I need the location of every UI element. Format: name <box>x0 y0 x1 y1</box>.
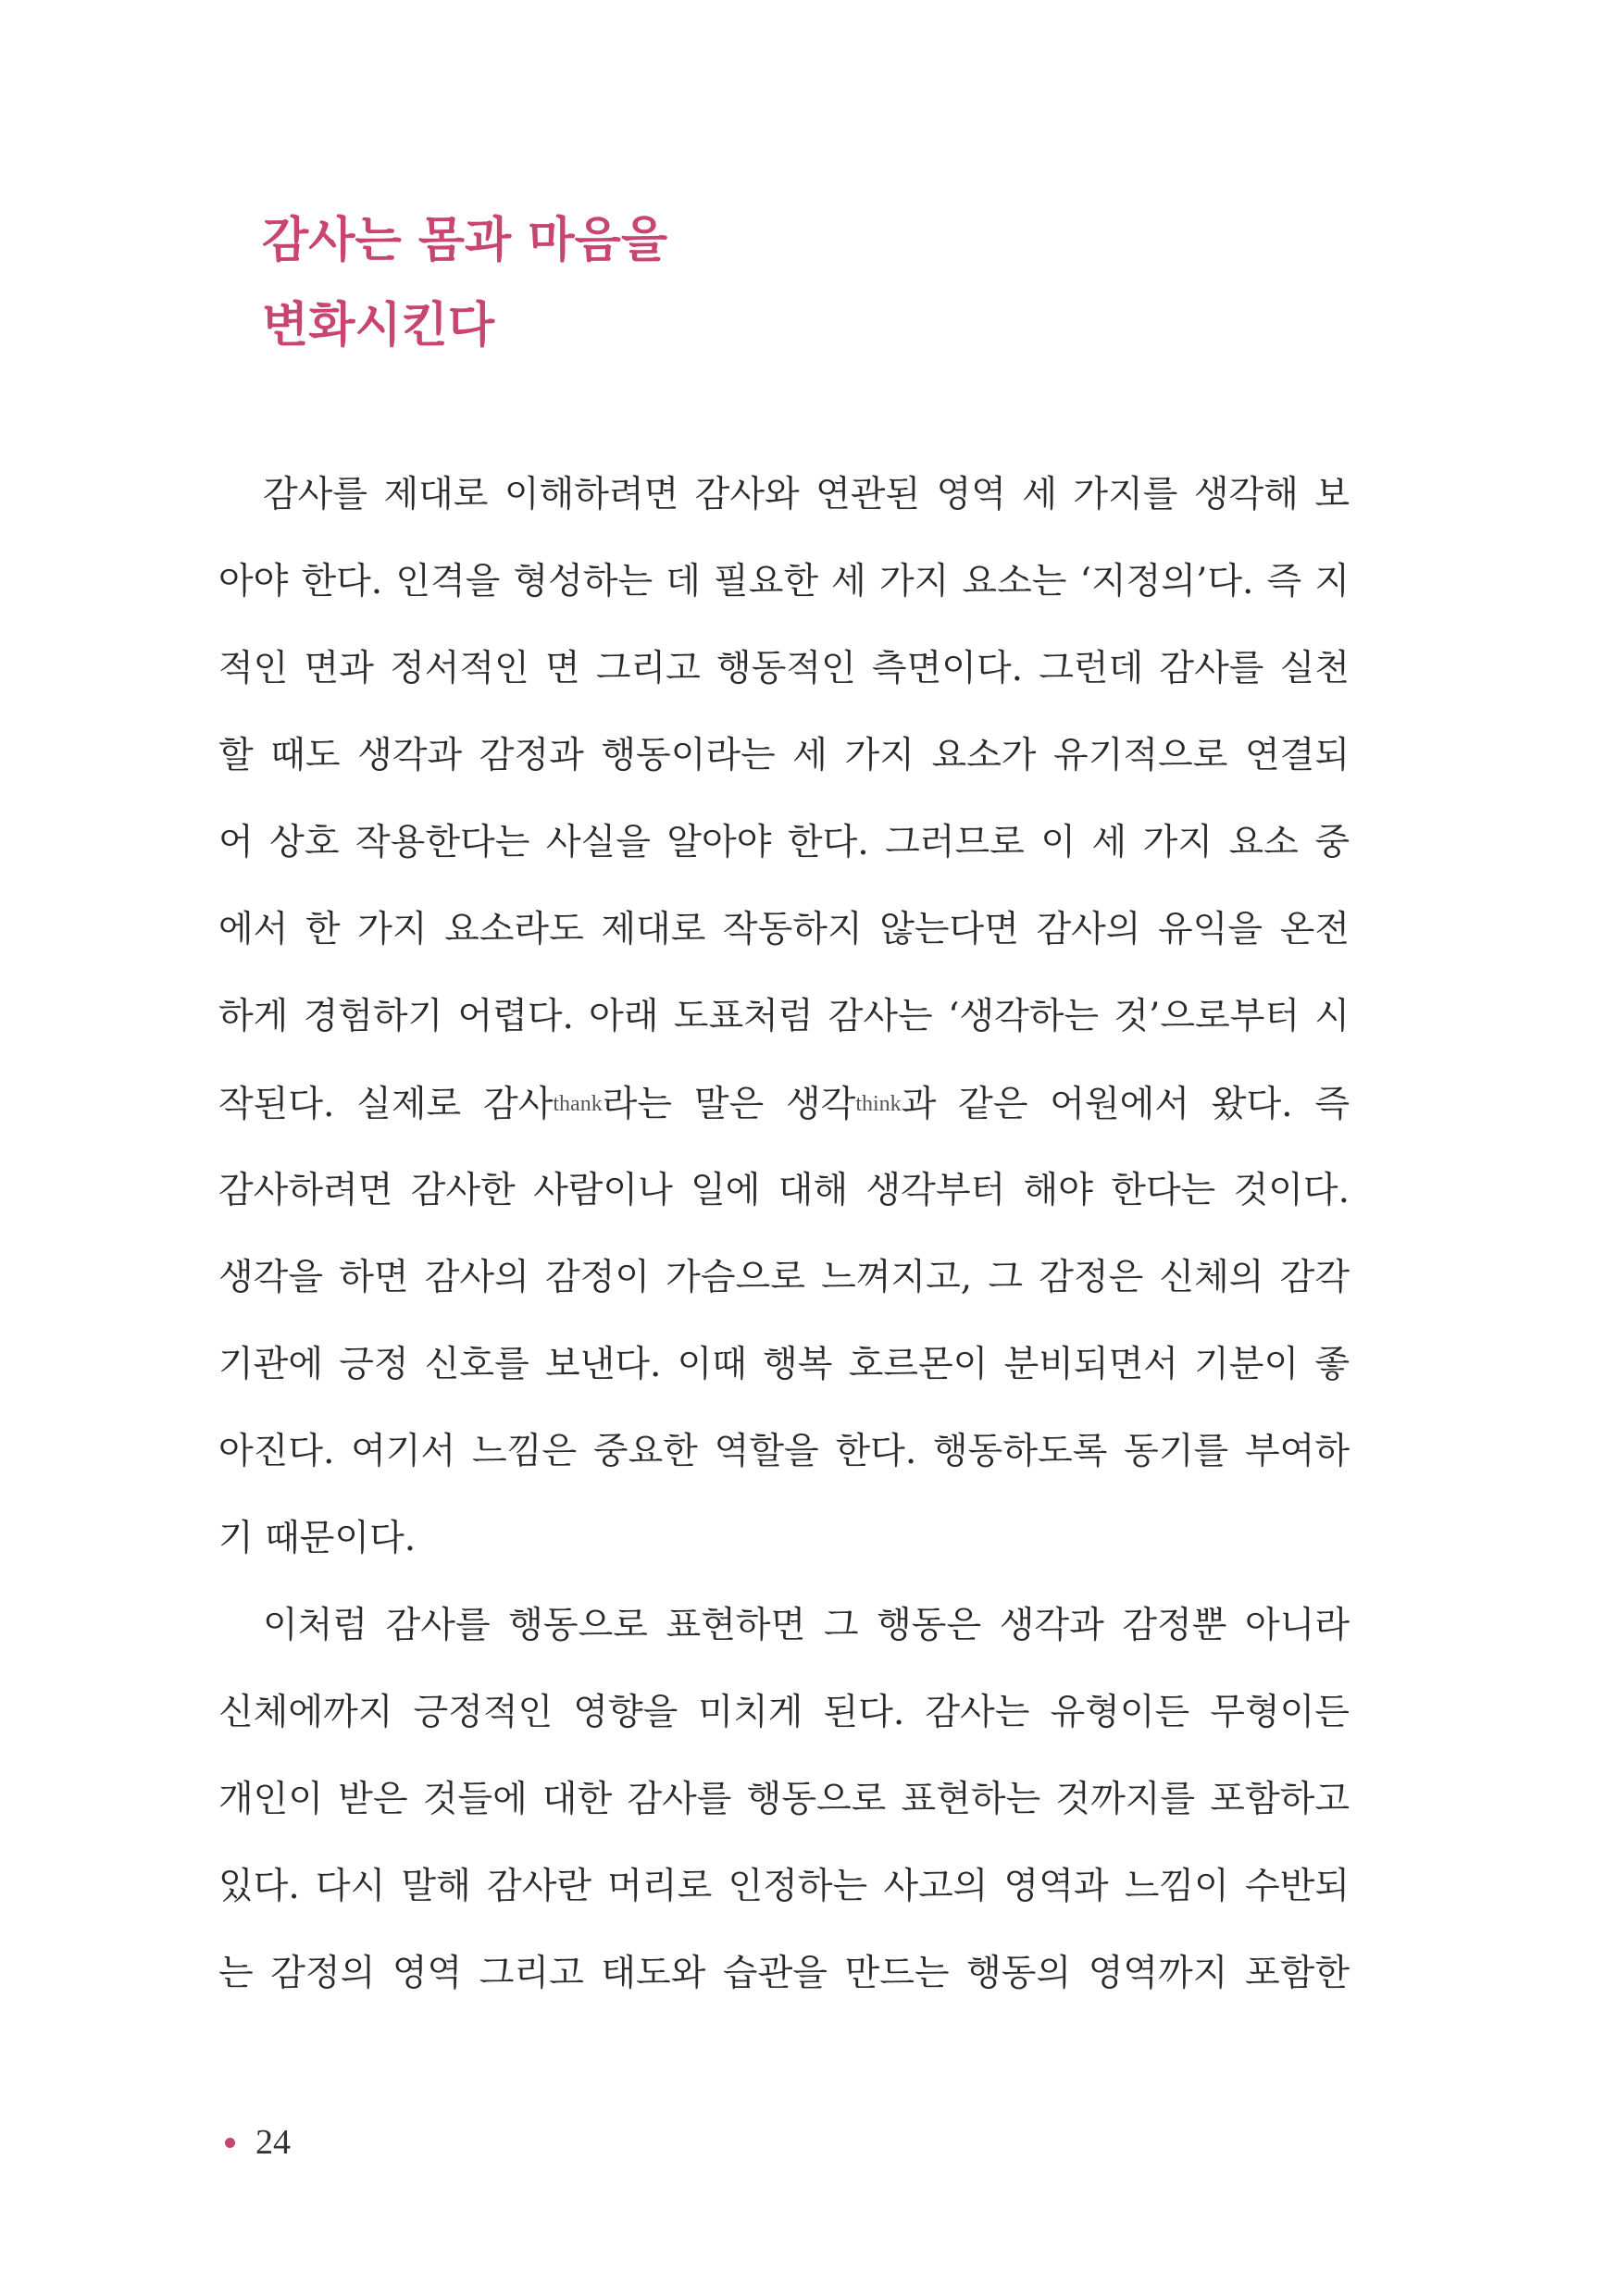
section-heading <box>262 198 1373 368</box>
heading-line-1: 감사는 몸과 마음을 <box>262 212 668 268</box>
text-line: 있다. 다시 말해 감사란 머리로 인정하는 사고의 영역과 느낌이 수반되 <box>218 1866 1350 1907</box>
text-line: 신체에까지 긍정적인 영향을 미치게 된다. 감사는 유형이든 무형이든 <box>218 1692 1350 1733</box>
text-line: 기 때문이다. <box>218 1518 417 1559</box>
text-segment: 라는 말은 생각 <box>602 1084 856 1125</box>
text-line: 감사를 제대로 이해하려면 감사와 연관된 영역 세 가지를 생각해 보 <box>263 474 1350 515</box>
text-line: 감사하려면 감사한 사람이나 일에 대해 생각부터 해야 한다는 것이다. <box>218 1170 1350 1211</box>
english-gloss-think: think <box>855 1092 902 1116</box>
page-number: 24 <box>255 2123 291 2162</box>
bullet-dot-icon <box>225 2138 235 2148</box>
text-line: 는 감정의 영역 그리고 태도와 습관을 만드는 행동의 영역까지 포함한 <box>218 1953 1350 1994</box>
text-line: 할 때도 생각과 감정과 행동이라는 세 가지 요소가 유기적으로 연결되 <box>218 735 1350 776</box>
text-line-with-glosses <box>218 1061 1350 1148</box>
text-line: 에서 한 가지 요소라도 제대로 작동하지 않는다면 감사의 유익을 온전 <box>218 909 1350 950</box>
paragraph-1 <box>218 452 1350 1582</box>
page-footer <box>225 2119 291 2166</box>
text-line: 이처럼 감사를 행동으로 표현하면 그 행동은 생각과 감정뿐 아니라 <box>263 1605 1350 1646</box>
text-line: 하게 경험하기 어렵다. 아래 도표처럼 감사는 ‘생각하는 것’으로부터 시 <box>218 996 1350 1037</box>
english-gloss-thank: thank <box>553 1092 603 1116</box>
text-segment: 과 같은 어원에서 왔다. 즉 <box>901 1084 1350 1125</box>
paragraph-2 <box>218 1582 1350 2017</box>
text-line: 적인 면과 정서적인 면 그리고 행동적인 측면이다. 그런데 감사를 실천 <box>218 648 1350 689</box>
text-line: 생각을 하면 감사의 감정이 가슴으로 느껴지고, 그 감정은 신체의 감각 <box>218 1257 1350 1298</box>
body-text <box>218 452 1350 2017</box>
text-segment: 작된다. 실제로 감사 <box>218 1084 554 1125</box>
text-line: 아진다. 여기서 느낌은 중요한 역할을 한다. 행동하도록 동기를 부여하 <box>218 1431 1350 1472</box>
text-line: 어 상호 작용한다는 사실을 알아야 한다. 그러므로 이 세 가지 요소 중 <box>218 822 1350 863</box>
text-line: 기관에 긍정 신호를 보낸다. 이때 행복 호르몬이 분비되면서 기분이 좋 <box>218 1344 1350 1385</box>
text-line: 아야 한다. 인격을 형성하는 데 필요한 세 가지 요소는 ‘지정의’다. 즉 지 <box>218 561 1350 602</box>
heading-line-2: 변화시킨다 <box>262 297 495 354</box>
text-line: 개인이 받은 것들에 대한 감사를 행동으로 표현하는 것까지를 포함하고 <box>218 1779 1350 1820</box>
